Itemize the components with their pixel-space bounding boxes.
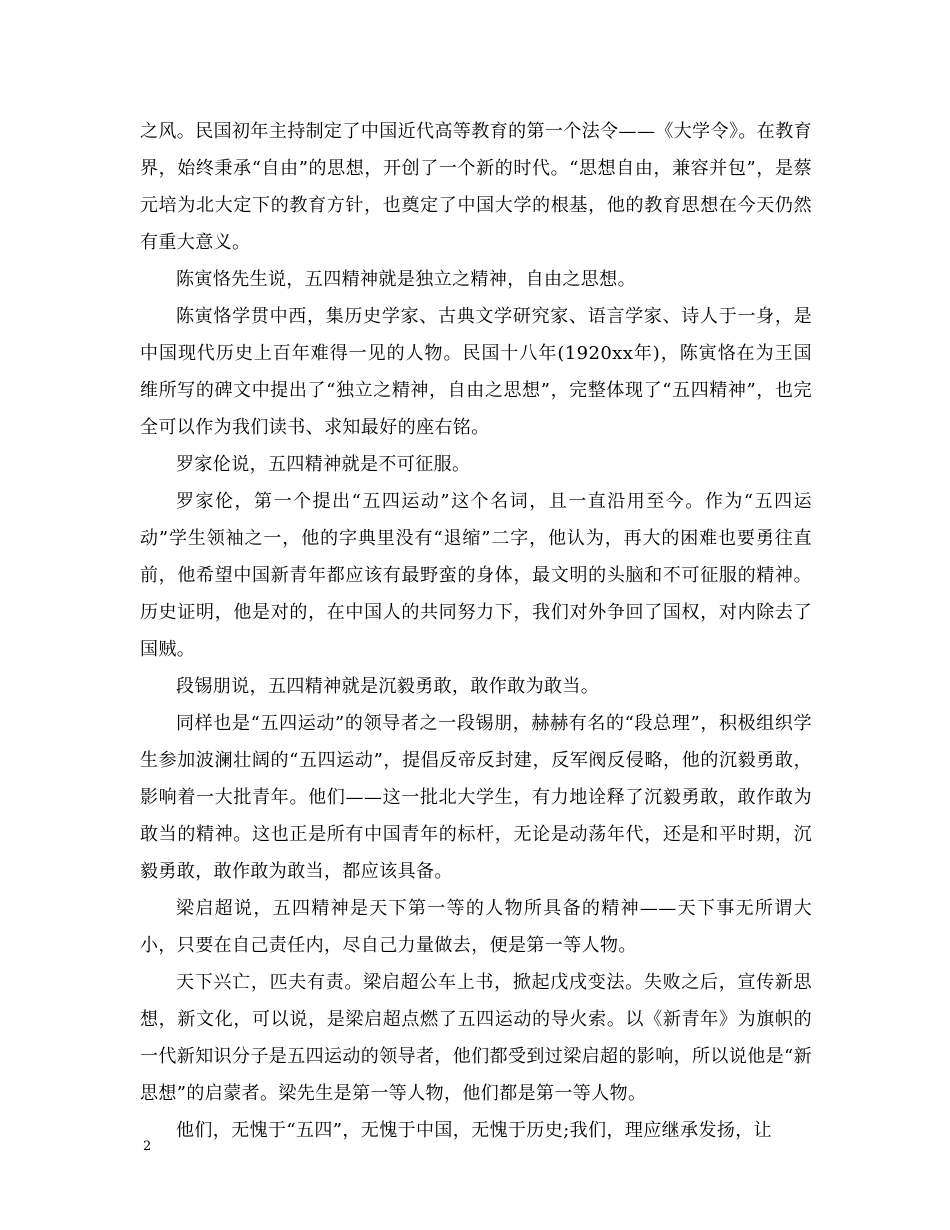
paragraph: 同样也是“五四运动”的领导者之一段锡朋，赫赫有名的“段总理”，积极组织学生参加波澜壮阔的“五四运动”，提倡反帝反封建，反军阀反侵略，他的沉毅勇敢，影响着一大批青年。他们——这一批北大学生，有力地诠释了沉毅勇敢，敢作敢为敢当的精神。这也正是所有中国青年的标杆，无论是动荡年代，还是和平时期，沉毅勇敢，敢作敢为敢当，都应该具备。: [140, 713, 812, 882]
page-number: 2: [143, 1139, 152, 1154]
paragraph: 之风。民国初年主持制定了中国近代高等教育的第一个法令——《大学令》。在教育界，始终秉承“自由”的思想，开创了一个新的时代。“思想自由，兼容并包”，是蔡元培为北大定下的教育方针，也奠定了中国大学的根基，他的教育思想在今天仍然有重大意义。: [140, 121, 812, 253]
paragraph: 天下兴亡，匹夫有责。梁启超公车上书，掀起戊戌变法。失败之后，宣传新思想，新文化，可以说，是梁启超点燃了五四运动的导火索。以《新青年》为旗帜的一代新知识分子是五四运动的领导者，他们都受到过梁启超的影响，所以说他是“新思想”的启蒙者。梁先生是第一等人物，他们都是第一等人物。: [140, 972, 812, 1104]
paragraph: 罗家伦，第一个提出“五四运动”这个名词，且一直沿用至今。作为“五四运动”学生领袖之一，他的字典里没有“退缩”二字，他认为，再大的困难也要勇往直前，他希望中国新青年都应该有最野蛮的身体，最文明的头脑和不可征服的精神。历史证明，他是对的，在中国人的共同努力下，我们对外争回了国权，对内除去了国贼。: [140, 491, 812, 660]
paragraph: 陈寅恪先生说，五四精神就是独立之精神，自由之思想。: [176, 269, 636, 290]
paragraph: 罗家伦说，五四精神就是不可征服。: [176, 454, 471, 475]
paragraph: 段锡朋说，五四精神就是沉毅勇敢，敢作敢为敢当。: [176, 676, 600, 697]
paragraph: 陈寅恪学贯中西，集历史学家、古典文学研究家、语言学家、诗人于一身，是中国现代历史上百年难得一见的人物。民国十八年(1920xx年)，陈寅恪在为王国维所写的碑文中提出了“独立之精神，自由之思想”，完整体现了“五四精神”，也完全可以作为我们读书、求知最好的座右铭。: [140, 306, 812, 438]
paragraph: 梁启超说，五四精神是天下第一等的人物所具备的精神——天下事无所谓大小，只要在自己责任内，尽自己力量做去，便是第一等人物。: [140, 898, 812, 956]
document-body: [140, 113, 812, 1149]
paragraph: 他们，无愧于“五四”，无愧于中国，无愧于历史;我们，理应继承发扬，让: [176, 1120, 773, 1141]
